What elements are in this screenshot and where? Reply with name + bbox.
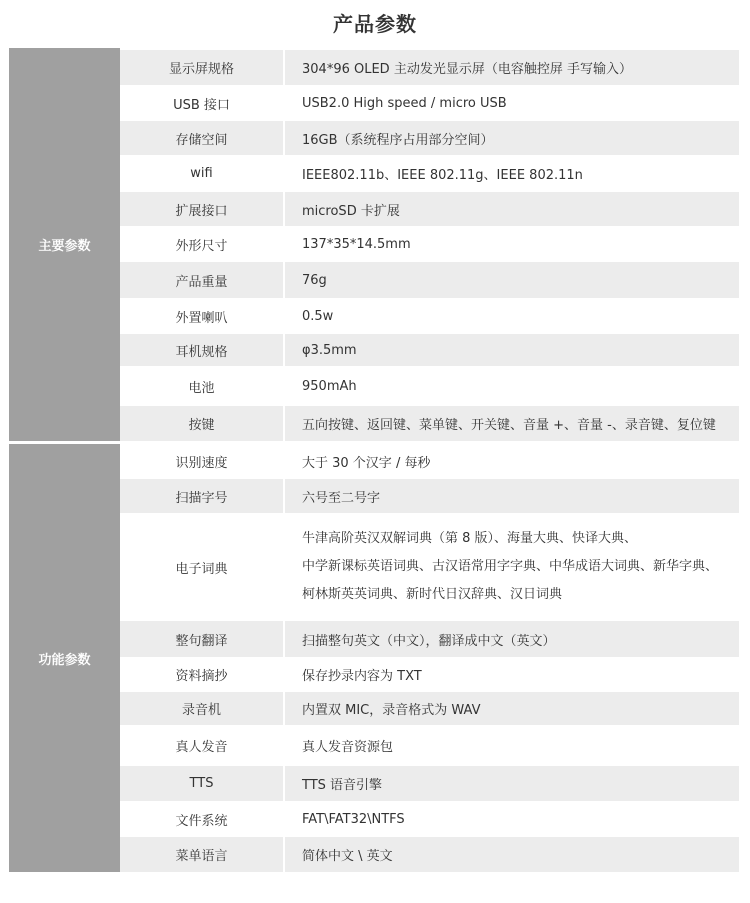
row-key: 整句翻译 bbox=[175, 633, 228, 649]
row-value: 0.5w bbox=[302, 308, 334, 324]
row-key: 扫描字号 bbox=[175, 490, 228, 506]
row-value: 大于 30 个汉字 / 每秒 bbox=[302, 455, 431, 471]
row-key: wifi bbox=[190, 166, 213, 181]
table-row bbox=[120, 121, 739, 155]
table-row bbox=[120, 514, 739, 620]
row-value: 六号至二号字 bbox=[302, 490, 381, 506]
table-row bbox=[120, 837, 739, 872]
row-key: 真人发音 bbox=[175, 740, 228, 755]
row-key: 文件系统 bbox=[175, 813, 228, 829]
row-value: TTS 语音引擎 bbox=[302, 778, 383, 793]
table-row bbox=[120, 658, 739, 691]
row-value: 76g bbox=[302, 272, 327, 288]
row-value: 304*96 OLED 主动发光显示屏（电容触控屏 手写输入） bbox=[302, 62, 632, 77]
table-row bbox=[120, 50, 739, 85]
table-row bbox=[120, 156, 739, 191]
row-value: 137*35*14.5mm bbox=[302, 236, 411, 252]
row-key: 菜单语言 bbox=[175, 849, 228, 864]
row-key: 扩展接口 bbox=[175, 203, 228, 219]
table-row bbox=[120, 334, 739, 366]
row-value: 内置双 MIC，录音格式为 WAV bbox=[302, 703, 481, 718]
row-value: 五向按键、返回键、菜单键、开关键、音量 +、音量 -、录音键、复位键 bbox=[302, 418, 716, 433]
row-key: 资料摘抄 bbox=[175, 669, 228, 684]
table-row bbox=[120, 86, 739, 120]
row-key: 产品重量 bbox=[175, 274, 228, 290]
row-value: 扫描整句英文（中文），翻译成中文（英文） bbox=[302, 633, 556, 649]
row-key: TTS bbox=[189, 776, 214, 791]
row-value: 真人发音资源包 bbox=[302, 740, 394, 755]
row-key: 按键 bbox=[188, 418, 215, 433]
row-key: 外置喇叭 bbox=[175, 310, 228, 326]
row-value bbox=[285, 514, 739, 620]
row-key: 电池 bbox=[188, 380, 215, 396]
table-row bbox=[120, 192, 739, 226]
section-label-main: 主要参数 bbox=[9, 48, 120, 441]
row-key: 电子词典 bbox=[175, 561, 228, 577]
row-key: 录音机 bbox=[181, 703, 221, 718]
table-row bbox=[120, 726, 739, 765]
row-value: 16GB（系统程序占用部分空间） bbox=[302, 132, 494, 148]
row-value: FAT\FAT32\NTFS bbox=[302, 811, 405, 827]
row-value: φ3.5mm bbox=[302, 342, 357, 358]
table-row bbox=[120, 802, 739, 836]
table-row bbox=[120, 262, 739, 298]
row-value: 保存抄录内容为 TXT bbox=[302, 669, 422, 684]
row-value: USB2.0 High speed / micro USB bbox=[302, 95, 507, 111]
section-label-function: 功能参数 bbox=[9, 444, 120, 872]
dictionary-line: 牛津高阶英汉双解词典（第 8 版）、海量大典、快译大典、 bbox=[302, 531, 638, 546]
row-key: 存储空间 bbox=[175, 132, 228, 148]
table-row bbox=[120, 621, 739, 657]
table-row bbox=[120, 227, 739, 261]
row-key: 外形尺寸 bbox=[175, 238, 228, 254]
row-key: 耳机规格 bbox=[175, 344, 228, 360]
row-value: 简体中文 \ 英文 bbox=[302, 849, 393, 864]
table-row bbox=[120, 367, 739, 405]
row-key: 显示屏规格 bbox=[168, 62, 234, 77]
row-value: IEEE802.11b、IEEE 802.11g、IEEE 802.11n bbox=[302, 168, 583, 183]
row-key: 识别速度 bbox=[175, 455, 228, 471]
table-row bbox=[120, 766, 739, 801]
dictionary-line: 柯林斯英英词典、新时代日汉辞典、汉日词典 bbox=[302, 587, 563, 602]
dictionary-line: 中学新课标英语词典、古汉语常用字字典、中华成语大词典、新华字典、 bbox=[302, 559, 719, 574]
table-row bbox=[120, 299, 739, 333]
table-row bbox=[120, 406, 739, 441]
table-row bbox=[120, 479, 739, 513]
page-title: 产品参数 bbox=[333, 12, 417, 36]
row-value: microSD 卡扩展 bbox=[302, 203, 400, 219]
row-key: USB 接口 bbox=[173, 97, 230, 113]
table-row bbox=[120, 692, 739, 725]
table-row bbox=[120, 444, 739, 478]
row-value: 950mAh bbox=[302, 378, 357, 394]
